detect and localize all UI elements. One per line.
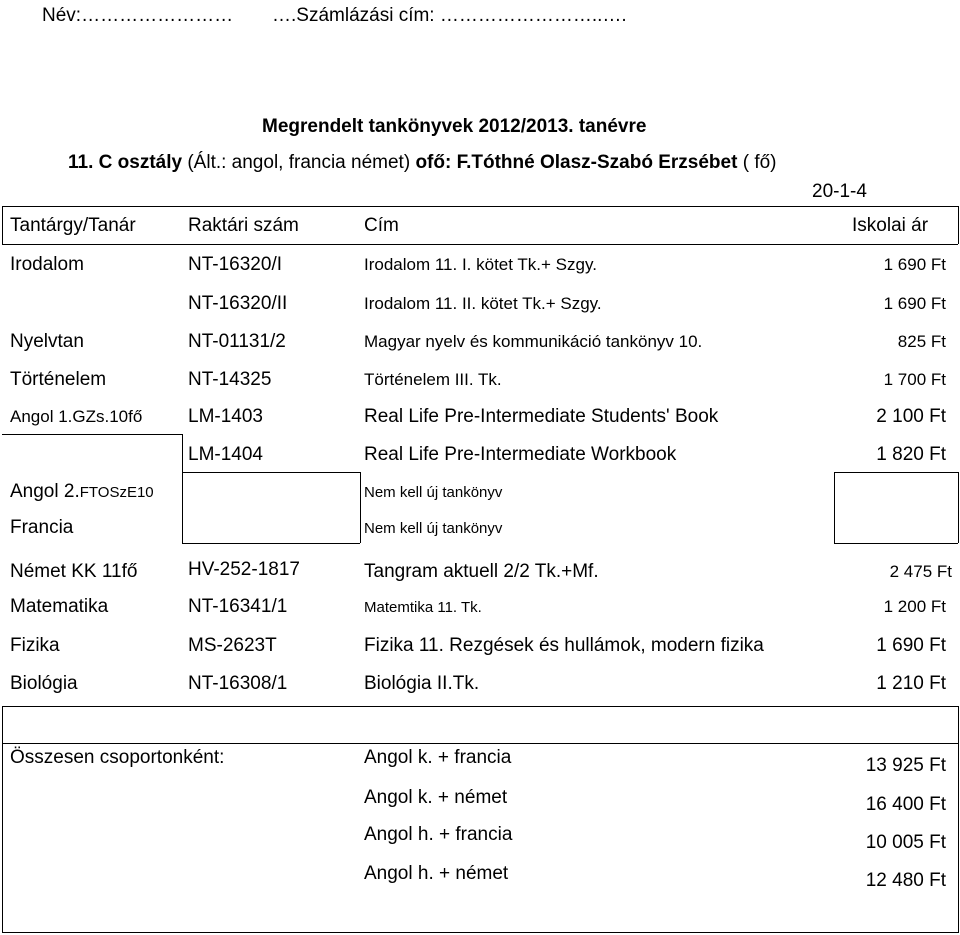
grid-line [958, 472, 959, 543]
row-stock-number: NT-16308/1 [188, 673, 288, 694]
row-title: Nem kell új tankönyv [364, 520, 503, 537]
row-stock-number: HV-252-1817 [188, 559, 300, 580]
group-total: 10 005 Ft [865, 832, 946, 853]
grid-line [2, 434, 182, 435]
row-title: Real Life Pre-Intermediate Workbook [364, 444, 677, 465]
header-subject: Tantárgy/Tanár [10, 215, 136, 236]
row-price: 1 210 Ft [876, 673, 946, 694]
grid-line [182, 472, 360, 473]
row-price: 1 690 Ft [876, 635, 946, 656]
row-price: 1 820 Ft [876, 444, 946, 465]
header-price: Iskolai ár [852, 215, 929, 236]
row-subject: Irodalom [10, 254, 84, 275]
row-subject [10, 482, 154, 501]
row-title: Irodalom 11. II. kötet Tk.+ Szgy. [364, 294, 602, 313]
group-name: Angol k. + német [364, 787, 508, 808]
row-stock-number: NT-14325 [188, 369, 272, 390]
row-title: Irodalom 11. I. kötet Tk.+ Szgy. [364, 255, 597, 274]
row-subject: Történelem [10, 369, 107, 390]
grid-line [834, 543, 958, 544]
row-title: Történelem III. Tk. [364, 370, 502, 389]
row-price: 2 475 Ft [889, 562, 952, 581]
row-stock-number: NT-16320/I [188, 254, 282, 275]
row-title: Nem kell új tankönyv [364, 484, 503, 501]
head-teacher-note: ( fő) [737, 152, 777, 173]
group-name: Angol k. + francia [364, 747, 512, 768]
row-subject: Nyelvtan [10, 331, 84, 352]
grid-line [958, 206, 959, 244]
row-title: Magyar nyelv és kommunikáció tankönyv 10. [364, 332, 703, 351]
row-price: 2 100 Ft [876, 406, 946, 427]
grid-line [834, 472, 958, 473]
grid-line [2, 706, 958, 707]
row-subject: Német KK 11fő [10, 561, 138, 582]
class-name: 11. C osztály [68, 152, 183, 173]
row-price: 1 690 Ft [883, 294, 946, 313]
head-teacher-label: ofő: [415, 152, 452, 173]
class-languages: (Ált.: angol, francia német) [182, 152, 416, 173]
row-title: Matemtika 11. Tk. [364, 599, 482, 616]
row-subject: Francia [10, 517, 74, 538]
name-label: Név:…………………… [42, 5, 234, 26]
group-name: Angol h. + francia [364, 824, 513, 845]
grid-line [2, 743, 958, 744]
grid-line [958, 706, 959, 933]
header-title: Cím [364, 215, 399, 236]
grid-line [360, 472, 361, 543]
grid-line [2, 206, 958, 207]
row-subject: Biológia [10, 673, 78, 694]
group-total: 13 925 Ft [865, 755, 946, 776]
row-stock-number: LM-1404 [188, 444, 263, 465]
grid-line [2, 706, 3, 933]
totals-label: Összesen csoportonként: [10, 747, 225, 768]
row-stock-number: NT-16320/II [188, 293, 288, 314]
row-subject: Fizika [10, 635, 60, 656]
row-stock-number: LM-1403 [188, 406, 263, 427]
row-title: Fizika 11. Rezgések és hullámok, modern fizika [364, 635, 764, 656]
row-title: Real Life Pre-Intermediate Students' Book [364, 406, 719, 427]
class-code: 20-1-4 [812, 181, 867, 202]
row-subject-main: Angol 2. [10, 481, 80, 502]
grid-line [2, 206, 3, 244]
grid-line [834, 472, 835, 543]
row-price: 825 Ft [897, 332, 946, 351]
row-stock-number: NT-01131/2 [188, 331, 286, 352]
grid-line [182, 543, 360, 544]
group-total: 16 400 Ft [865, 794, 946, 815]
grid-line [2, 244, 958, 245]
group-total: 12 480 Ft [865, 870, 946, 891]
billing-address-label: ….Számlázási cím: ……………………..…. [272, 5, 627, 26]
row-stock-number: NT-16341/1 [188, 596, 288, 617]
row-subject: Angol 1.GZs.10fő [10, 407, 143, 426]
row-price: 1 700 Ft [883, 370, 946, 389]
row-subject-teacher: FTOSzE10 [79, 484, 154, 501]
group-name: Angol h. + német [364, 863, 509, 884]
header-stock-number: Raktári szám [188, 215, 299, 236]
grid-line [182, 434, 183, 472]
row-title: Biológia II.Tk. [364, 673, 480, 694]
grid-line [2, 932, 958, 933]
row-price: 1 200 Ft [883, 597, 946, 616]
head-teacher-name: F.Tóthné Olasz-Szabó Erzsébet [451, 152, 738, 173]
row-subject: Matematika [10, 596, 109, 617]
row-price: 1 690 Ft [883, 255, 946, 274]
row-stock-number: MS-2623T [188, 635, 277, 656]
page-title: Megrendelt tankönyvek 2012/2013. tanévre [262, 116, 647, 137]
class-info [68, 153, 777, 172]
row-title: Tangram aktuell 2/2 Tk.+Mf. [364, 561, 599, 582]
grid-line [182, 472, 183, 543]
